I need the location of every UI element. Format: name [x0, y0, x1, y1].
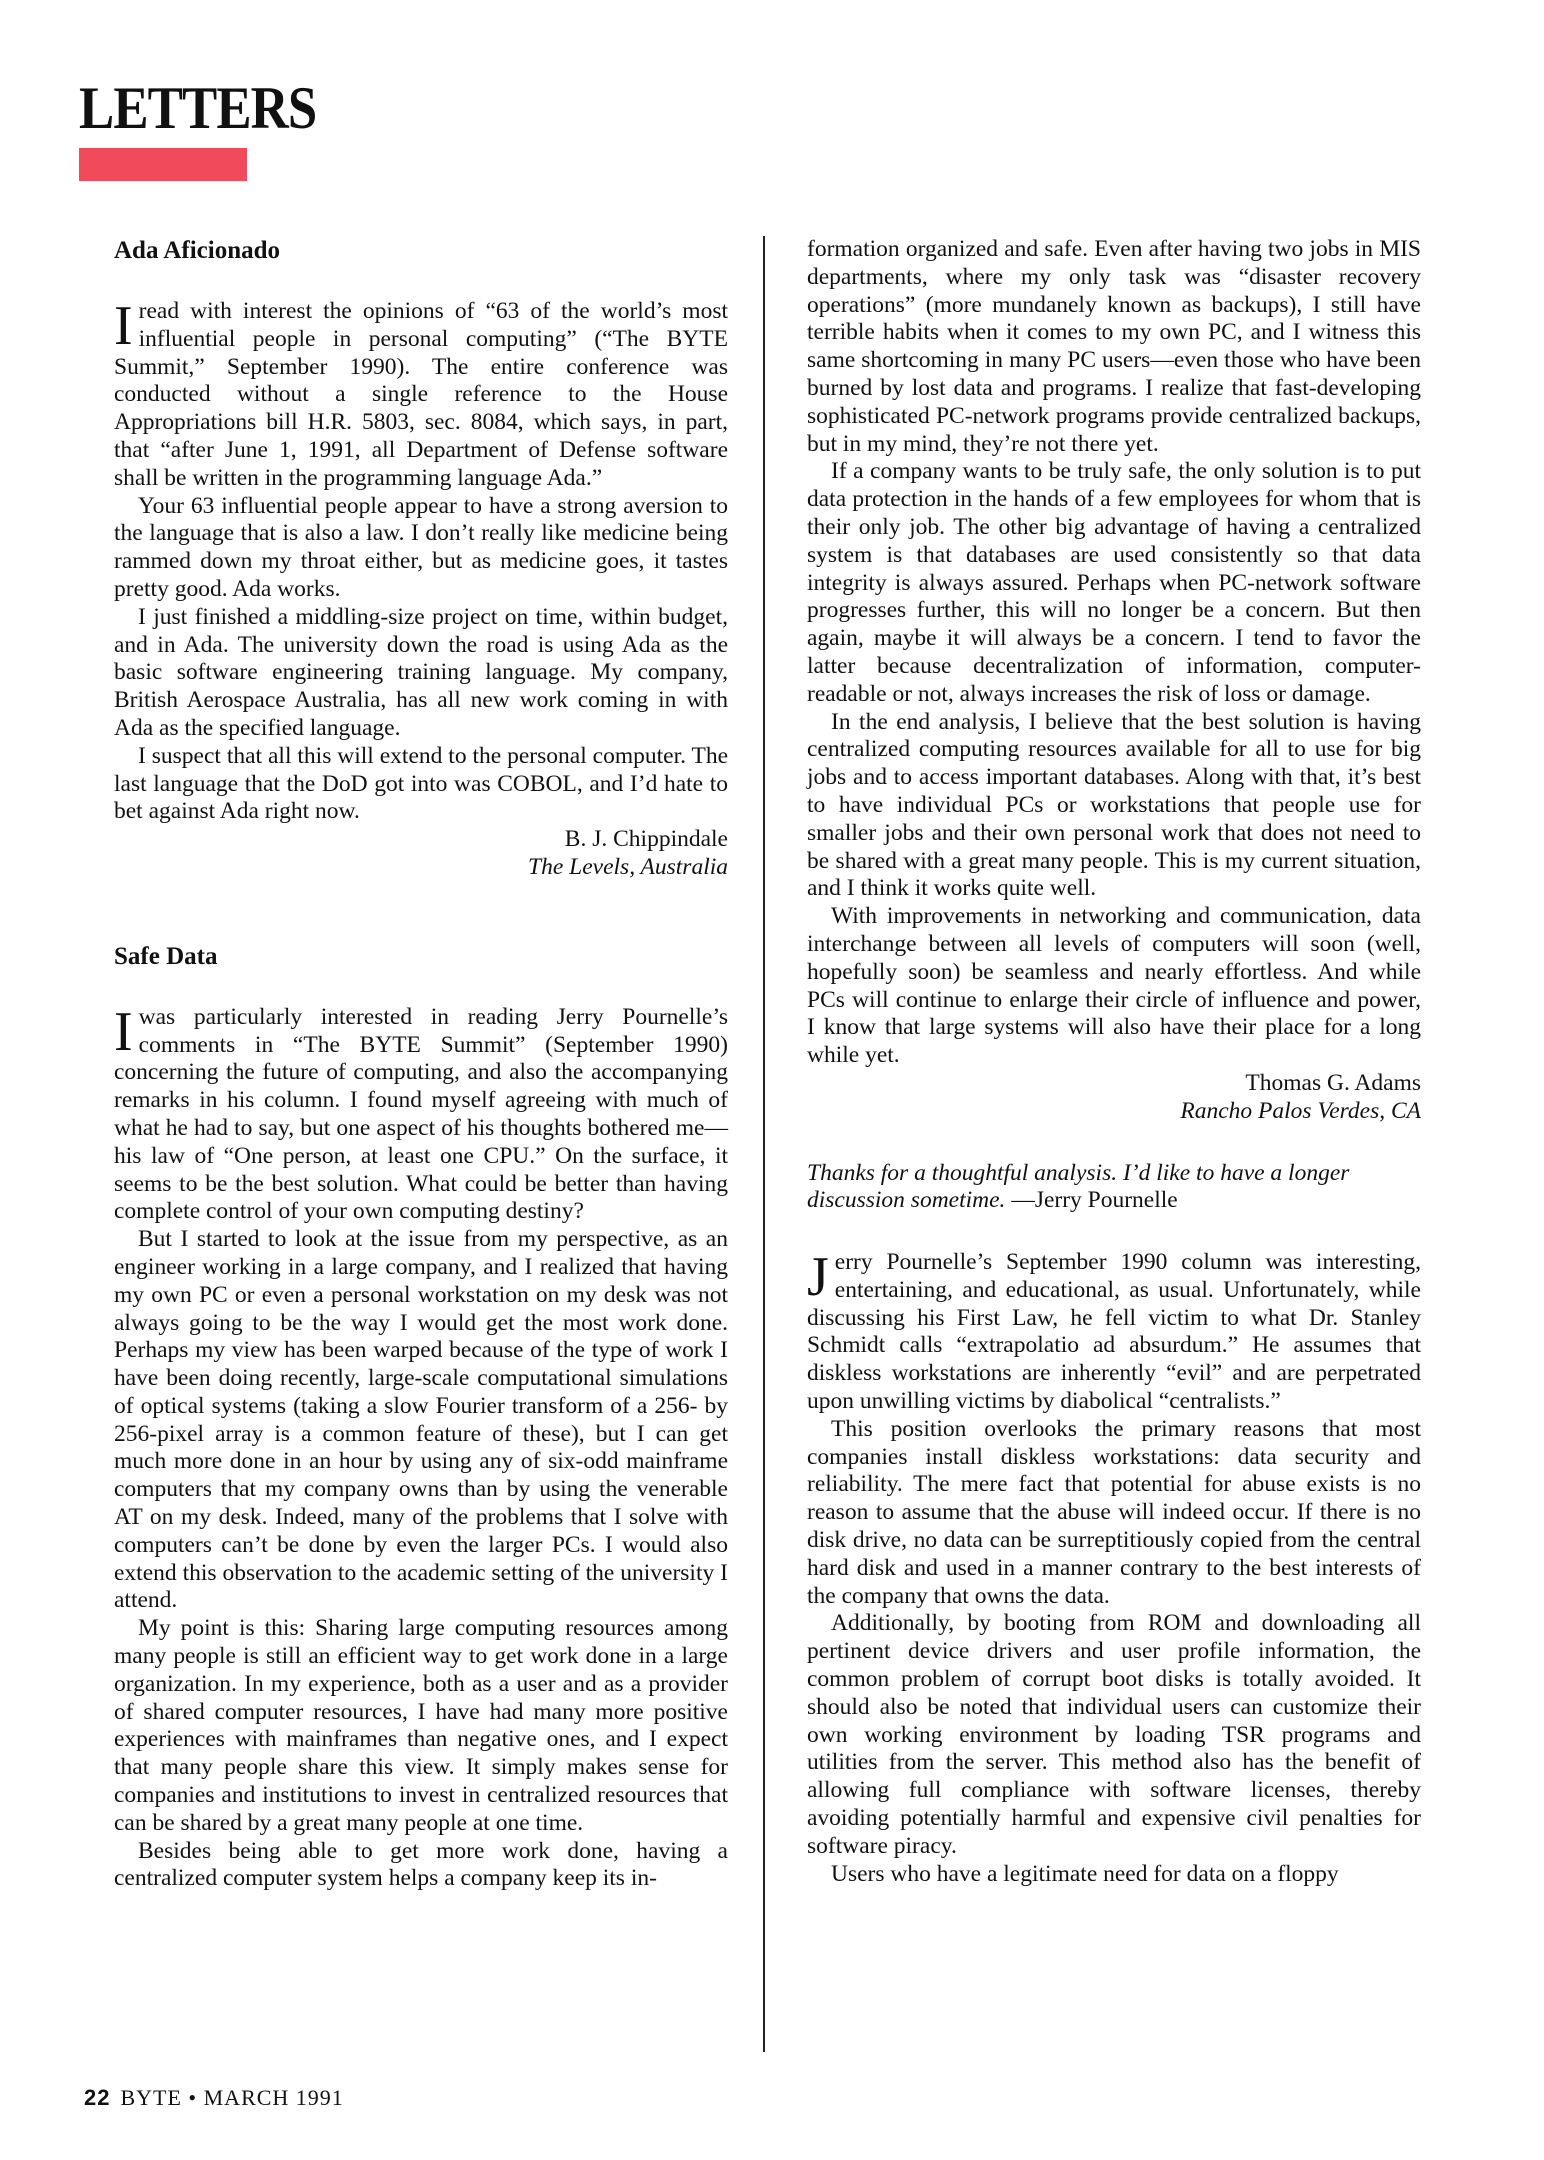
- letter-heading: Safe Data: [114, 942, 218, 970]
- drop-cap: I: [114, 295, 133, 357]
- signature-location: The Levels, Australia: [528, 853, 728, 880]
- section-color-bar: [79, 148, 247, 181]
- signature-name: Thomas G. Adams: [1245, 1069, 1421, 1096]
- left-column: [114, 236, 728, 1893]
- letter-paragraph: I just finished a middling-size project on time, within budget, and in Ada. The university down the road is using Ada as the basic software engineering training language. My company, British Aerospace Australia, has all new work coming in with Ada as the specified language.: [114, 603, 728, 741]
- letter-paragraph: Besides being able to get more work done, having a centralized computer system helps a company keep its in-: [114, 1837, 728, 1892]
- letter-paragraph: My point is this: Sharing large computing resources among many people is still an efficient way to get work done in a large organization. In my experience, both as a user and as a provider of shared computer resources, I have had many more positive experiences with mainframes than negative ones, and I expect that many people share this view. It simply makes sense for companies and institutions to invest in centralized resources that can be shared by a great many people at one time.: [114, 1615, 728, 1836]
- right-column: [807, 236, 1421, 1888]
- column-divider: [763, 236, 765, 2052]
- letter-paragraph: With improvements in networking and communication, data interchange between all levels of computers will soon (well, hopefully soon) be seamless and nearly effortless. And while PCs will continue to enlarge their circle of influence and power, I know that large systems will also have their place for a long while yet.: [807, 903, 1421, 1069]
- letter-paragraph: I suspect that all this will extend to the personal computer. The last language that the DoD got into was COBOL, and I’d hate to bet against Ada right now.: [114, 742, 728, 825]
- editor-name: —Jerry Pournelle: [1011, 1187, 1178, 1214]
- letter-paragraph: If a company wants to be truly safe, the only solution is to put data protection in the hands of a few employees for whom that is their only job. The other big advantage of having a centralized system is that databases are used consistently so that data integrity is always assured. Perhaps when PC-network software progresses further, this will no longer be a concern. But then again, maybe it will always be a concern. I tend to favor the latter because decentralization of information, computer-readable or not, always increases the risk of loss or damage.: [807, 458, 1421, 707]
- letter-paragraph: Additionally, by booting from ROM and downloading all pertinent device drivers and user profile information, the common problem of corrupt boot disks is totally avoided. It should also be noted that individual users can customize their own working environment by loading TSR programs and utilities from the server. This method also has the benefit of allowing full compliance with software licenses, thereby avoiding potentially harmful and expensive civil penalties for software piracy.: [807, 1610, 1421, 1859]
- drop-cap: J: [807, 1246, 829, 1309]
- letter-paragraph: Your 63 influential people appear to have a strong aversion to the language that is also a law. I don’t really like medicine being rammed down my throat either, but as medicine goes, it tastes pretty good. Ada works.: [114, 492, 728, 602]
- paragraph-text: was particularly interested in reading Jerry Pournelle’s comments in “The BYTE Summit” (September 1990) concerning the future of computing, and also the accompanying remarks in his column. I found myself agreeing with much of what he had to say, but one aspect of his thoughts bothered me—his law of “One person, at least one CPU.” On the surface, it seems to be the best solution. What could be better than having complete control of your own computing destiny?: [114, 1003, 728, 1225]
- page-number: 22: [84, 2085, 111, 2110]
- footer-text: BYTE • MARCH 1991: [120, 2085, 344, 2110]
- section-title: LETTERS: [79, 75, 317, 141]
- letter-heading: Ada Aficionado: [114, 237, 281, 264]
- paragraph-text: erry Pournelle’s September 1990 column was interesting, entertaining, and educational, as usual. Unfortunately, while discussing his First Law, he fell victim to what Dr. Stanley Schmidt calls “extrapolatio ad absurdum.” He assumes that diskless workstations are inherently “evil” and are perpetrated upon unwilling victims by diabolical “centralists.”: [807, 1249, 1421, 1415]
- signature-location: Rancho Palos Verdes, CA: [1180, 1097, 1421, 1124]
- letter-paragraph: In the end analysis, I believe that the best solution is having centralized computing resources available for all to use for big jobs and to access important databases. Along with that, it’s best to have individual PCs or workstations that people use for smaller jobs and their own personal work that does not need to be shared with a great many people. This is my current situation, and I think it works quite well.: [807, 708, 1421, 902]
- letter-paragraph: This position overlooks the primary reasons that most companies install diskless workstations: data security and reliability. The mere fact that potential for abuse exists is no reason to assume that the abuse will indeed occur. If there is no disk drive, no data can be surreptitiously copied from the central hard disk and used in a manner contrary to the best interests of the company that owns the data.: [807, 1415, 1421, 1609]
- editor-reply-text: Thanks for a thoughtful analysis. I’d like to have a longer discussion sometime.: [807, 1159, 1350, 1214]
- editor-reply: [807, 1160, 1421, 1216]
- letter-paragraph: formation organized and safe. Even after having two jobs in MIS departments, where my only task was “disaster recovery operations” (more mundanely known as backups), I still have terrible habits when it comes to my own PC, and I witness this same shortcoming in many PC users—even those who have been burned by lost data and programs. I realize that fast-developing sophisticated PC-network programs provide centralized backups, but in my mind, they’re not there yet.: [807, 236, 1421, 457]
- drop-cap: I: [114, 1000, 133, 1063]
- letter-paragraph: [807, 1246, 1421, 1416]
- page-footer: [84, 2085, 344, 2111]
- letter-paragraph: [114, 295, 728, 493]
- letter-paragraph: Users who have a legitimate need for data on a floppy: [831, 1860, 1339, 1887]
- paragraph-text: read with interest the opinions of “63 of the world’s most influential people in personal computing” (“The BYTE Summit,” September 1990). The entire conference was conducted without a single reference to the House Appropriations bill H.R. 5803, sec. 8084, which says, in part, that “after June 1, 1991, all Department of Defense software shall be written in the programming language Ada.”: [114, 298, 728, 491]
- letter-paragraph: [114, 1000, 728, 1226]
- letter-paragraph: But I started to look at the issue from my perspective, as an engineer working in a large company, and I realized that having my own PC or even a personal workstation on my desk was not always going to be the way I would get the most work done. Perhaps my view has been warped because of the type of work I have been doing recently, large-scale computational simulations of optical systems (taking a slow Fourier transform of a 256- by 256-pixel array is a common feature of these), but I can get much more done in an hour by using any of six-odd mainframe computers that my company owns than by using the venerable AT on my desk. Indeed, many of the problems that I solve with computers can’t be done by even the larger PCs. I would also extend this observation to the academic setting of the university I attend.: [114, 1226, 728, 1614]
- signature-name: B. J. Chippindale: [564, 826, 728, 853]
